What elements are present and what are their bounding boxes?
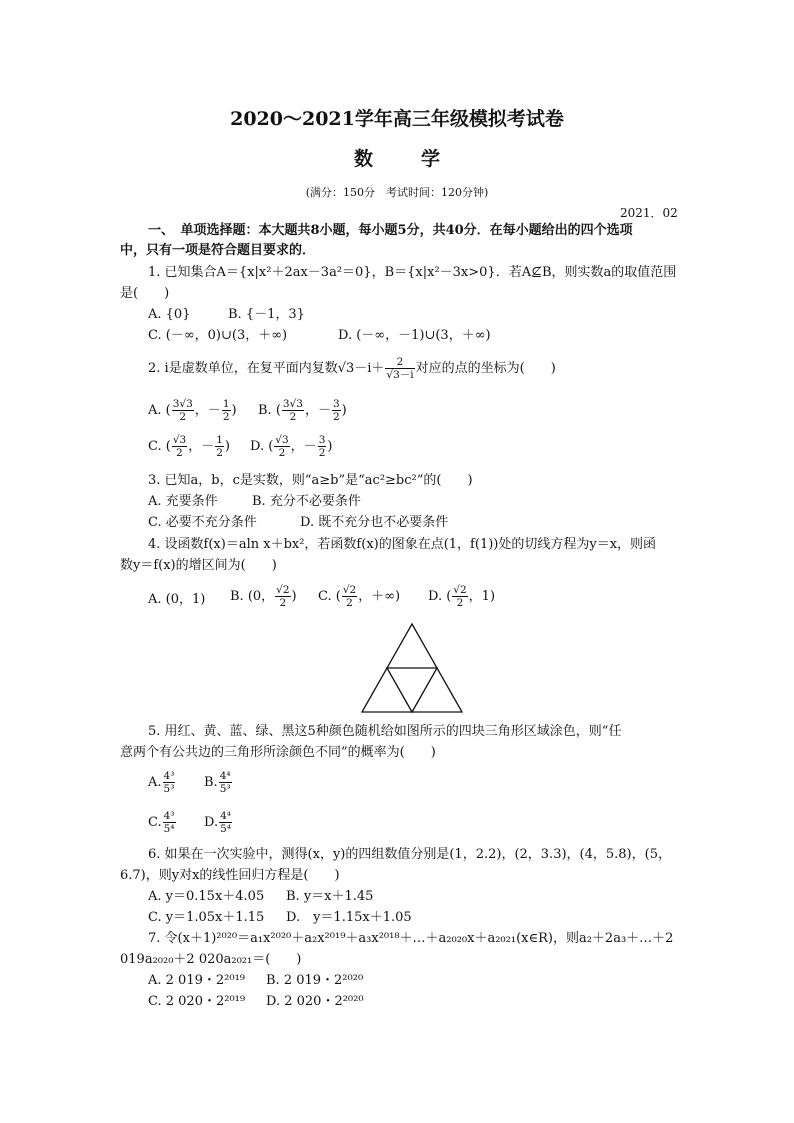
q2-stem-part1: 2. i是虚数单位，在复平面内复数√3－i＋ — [148, 361, 385, 376]
q5-a-d: 5³ — [163, 783, 175, 795]
section-heading-line2: 中，只有一项是符合题目要求的． — [120, 243, 316, 258]
q1-option-a: A. {0} — [148, 307, 191, 322]
q7-stem-line1: 7. 令(x＋1)²⁰²⁰＝a₁x²⁰²⁰＋a₂x²⁰¹⁹＋a₃x²⁰¹⁸＋…＋a₂₀₂₀x＋a₂₀₂₁(x∈R)，则a₂＋2a₃＋…＋2 — [148, 931, 674, 946]
q6-option-a: A. y＝0.15x＋4.05 — [148, 889, 265, 904]
q5-c-frac — [163, 810, 176, 835]
q2-c-frac1 — [172, 434, 187, 459]
q2-a-d1: 2 — [179, 411, 187, 423]
q4-c-end: ，＋∞) — [358, 589, 401, 604]
q2-a-prefix: A. ( — [148, 403, 171, 418]
q3-option-c: C. 必要不充分条件 — [148, 515, 257, 530]
q2-c-n2: 1 — [216, 434, 223, 446]
q2-a-frac2 — [222, 398, 231, 423]
q4-d-prefix: D. ( — [428, 589, 452, 604]
q5-option-c — [148, 810, 177, 836]
q5-d-label: D. — [204, 815, 219, 830]
q2-a-n1: 3√3 — [172, 398, 193, 410]
q4-d-frac — [452, 584, 467, 609]
q2-d-end: ) — [327, 439, 333, 454]
q5-a-n: 4³ — [163, 770, 175, 782]
q4-option-a: A. (0，1) — [148, 592, 206, 607]
q2-b-frac2 — [332, 398, 341, 423]
q6-option-c: C. y＝1.05x＋1.15 — [148, 910, 265, 925]
q2-stem-frac-num: 2 — [385, 356, 414, 369]
q4-c-n: √2 — [342, 584, 357, 596]
q1-option-b: B. {－1，3} — [228, 307, 305, 322]
subject-char-1: 数 — [353, 148, 373, 170]
q3-option-d: D. 既不充分也不必要条件 — [300, 515, 449, 530]
q1-option-c: C. (－∞，0)∪(3，＋∞) — [148, 328, 288, 343]
q2-c-end: ) — [224, 439, 230, 454]
q4-b-n: √2 — [276, 584, 290, 596]
q2-b-n1: 3√3 — [282, 398, 303, 410]
q7-option-a: A. 2 019・2²⁰¹⁹ — [148, 973, 245, 988]
q5-d-frac — [219, 810, 232, 835]
q5-b-frac — [219, 770, 232, 795]
q7-option-d: D. 2 020・2²⁰²⁰ — [266, 994, 364, 1009]
q2-c-mid: ，－ — [188, 439, 215, 454]
q5-c-d: 5⁴ — [163, 823, 175, 835]
q2-stem — [148, 356, 556, 381]
q5-option-b — [204, 770, 233, 796]
q2-c-d1: 2 — [176, 447, 183, 459]
exam-date: 2021．02 — [620, 206, 678, 220]
subject-title — [0, 150, 794, 168]
exam-note: (满分：150分 考试时间：120分钟) — [305, 186, 489, 199]
q2-a-n2: 1 — [222, 398, 230, 410]
q5-c-label: C. — [148, 815, 162, 830]
q4-c-d: 2 — [346, 597, 353, 609]
q3-stem: 3. 已知a，b，c是实数，则“a≥b”是“ac²≥bc²”的( ) — [148, 473, 473, 488]
q1-stem-line2: 是( ) — [120, 286, 170, 301]
q5-b-d: 5³ — [219, 783, 231, 795]
q5-c-n: 4³ — [163, 810, 175, 822]
q2-b-prefix: B. ( — [258, 403, 281, 418]
q5-a-frac — [163, 770, 176, 795]
q2-d-mid: ，－ — [290, 439, 317, 454]
q2-b-d2: 2 — [332, 411, 340, 423]
q2-b-end: ) — [341, 403, 347, 418]
q2-b-n2: 3 — [332, 398, 340, 410]
triangle-figure — [360, 622, 464, 714]
q4-option-b — [230, 584, 297, 609]
q2-b-d1: 2 — [289, 411, 297, 423]
q5-option-a — [148, 770, 176, 796]
q7-option-b: B. 2 019・2²⁰²⁰ — [266, 973, 364, 988]
q5-option-d — [204, 810, 233, 836]
q6-stem-line2: 6.7)，则y对x的线性回归方程是( ) — [120, 868, 340, 883]
q6-option-d: D. y＝1.15x＋1.05 — [286, 910, 412, 925]
q2-c-n1: √3 — [172, 434, 187, 446]
q6-option-b: B. y＝x＋1.45 — [286, 889, 374, 904]
q2-stem-fraction — [385, 356, 414, 381]
q2-d-n1: √3 — [275, 434, 289, 446]
section-heading-line1: 一、 单项选择题：本大题共8小题，每小题5分，共40分．在每小题给出的四个选项 — [148, 223, 633, 238]
q2-d-d1: 2 — [278, 447, 286, 459]
q4-b-frac — [275, 584, 290, 609]
q1-option-d: D. (－∞，－1)∪(3，＋∞) — [338, 328, 491, 343]
q4-stem-line1: 4. 设函数f(x)＝aln x＋bx²，若函数f(x)的图象在点(1，f(1))处的切线方程为y＝x，则函 — [148, 537, 657, 552]
q5-a-label: A. — [148, 775, 162, 790]
q4-stem-line2: 数y＝f(x)的增区间为( ) — [120, 558, 277, 573]
q2-stem-frac-den: √3－i — [386, 369, 414, 381]
q2-d-frac1 — [274, 434, 289, 459]
inner-triangle — [387, 668, 437, 712]
q2-stem-part2: 对应的点的坐标为( ) — [415, 361, 556, 376]
q5-d-n: 4⁴ — [220, 810, 231, 822]
page-title: 2020～2021学年高三年级模拟考试卷 — [230, 108, 564, 130]
q2-a-d2: 2 — [222, 411, 230, 423]
q2-b-frac1 — [282, 398, 304, 423]
q5-d-d: 5⁴ — [220, 823, 231, 835]
q2-option-c — [148, 434, 230, 459]
q4-d-n: √2 — [453, 584, 467, 596]
q7-stem-line2: 019a₂₀₂₀＋2 020a₂₀₂₁＝( ) — [120, 952, 302, 967]
q2-d-frac2 — [318, 434, 327, 459]
q2-b-mid: ，－ — [304, 403, 331, 418]
q2-a-frac1 — [172, 398, 194, 423]
q5-stem-line1: 5. 用红、黄、蓝、绿、黑这5种颜色随机给如图所示的四块三角形区域涂色，则“任 — [148, 724, 622, 739]
q2-c-prefix: C. ( — [148, 439, 171, 454]
q1-stem-line1: 1. 已知集合A＝{x|x²＋2ax－3a²＝0}，B＝{x|x²－3x>0}．若A⊈B，则实数a的取值范围 — [148, 265, 677, 280]
q4-b-end: ) — [291, 589, 297, 604]
q4-c-prefix: C. ( — [318, 589, 341, 604]
q2-option-a — [148, 398, 237, 423]
q2-c-d2: 2 — [216, 447, 223, 459]
q4-d-d: 2 — [456, 597, 464, 609]
q4-option-d — [428, 584, 495, 609]
q4-b-prefix: B. (0， — [230, 589, 275, 604]
q2-a-end: ) — [231, 403, 237, 418]
q3-option-a: A. 充要条件 — [148, 494, 218, 509]
q2-d-n2: 3 — [318, 434, 326, 446]
subject-char-2: 学 — [421, 148, 441, 170]
q5-stem-line2: 意两个有公共边的三角形所涂颜色不同”的概率为( ) — [120, 745, 436, 760]
q5-b-n: 4⁴ — [219, 770, 231, 782]
q3-option-b: B. 充分不必要条件 — [252, 494, 361, 509]
q4-c-frac — [342, 584, 357, 609]
q4-d-end: ，1) — [468, 589, 496, 604]
q4-option-c — [318, 584, 400, 609]
q2-option-b — [258, 398, 347, 423]
q4-b-d: 2 — [279, 597, 287, 609]
q2-a-mid: ，－ — [194, 403, 221, 418]
q2-d-prefix: D. ( — [250, 439, 274, 454]
q2-d-d2: 2 — [318, 447, 326, 459]
q2-c-frac2 — [215, 434, 224, 459]
q7-option-c: C. 2 020・2²⁰¹⁹ — [148, 994, 246, 1009]
q6-stem-line1: 6. 如果在一次实验中，测得(x，y)的四组数值分别是(1，2.2)，(2，3.3)，(4，5.8)，(5， — [148, 847, 671, 862]
q5-b-label: B. — [204, 775, 218, 790]
q2-option-d — [250, 434, 332, 459]
